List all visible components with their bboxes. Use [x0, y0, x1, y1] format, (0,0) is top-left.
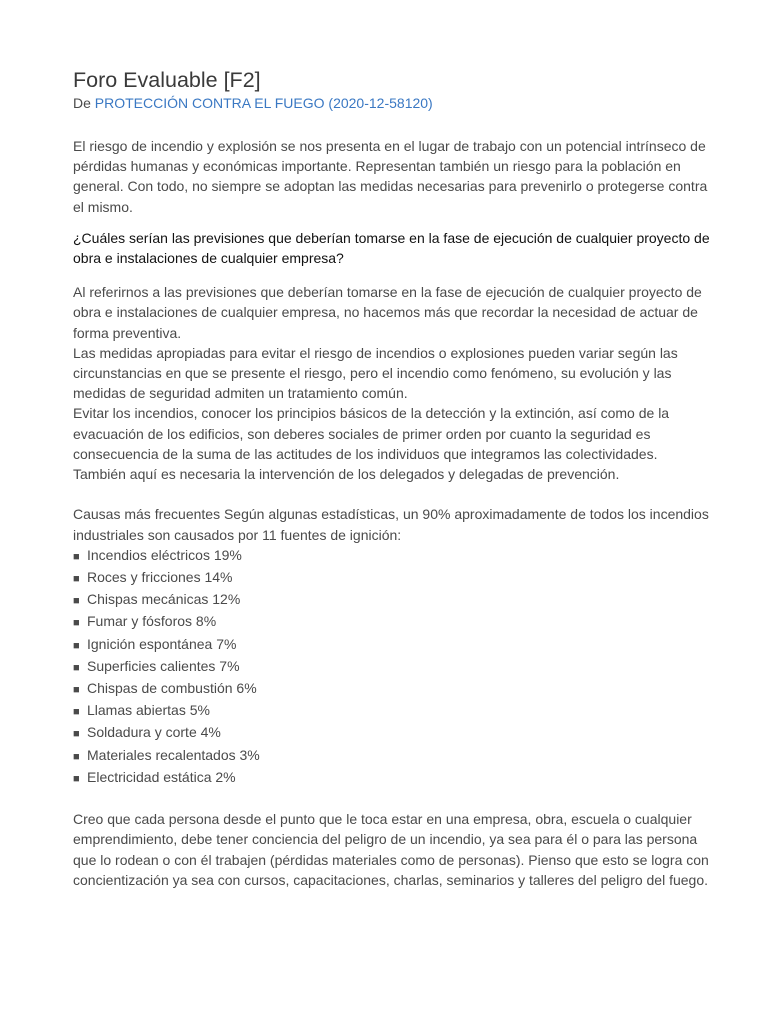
bullet-square-icon: ■: [73, 661, 80, 674]
bullet-square-icon: ■: [73, 706, 80, 719]
list-item: [73, 611, 713, 633]
list-item: [73, 656, 713, 678]
intro-paragraph: El riesgo de incendio y explosión se nos presenta en el lugar de trabajo con un potencial intrínseco de pérdidas humanas y económicas importante. Representan también un riesgo para la población en general. Con todo, no siempre se adoptan las medidas necesarias para prevenirlo o protegerse contra el mismo.: [73, 138, 708, 215]
answer-paragraph-3: Evitar los incendios, conocer los principios básicos de la detección y la extinción, así como de la evacuación de los edificios, son deberes sociales de primer orden por cuanto la seguridad es consecuencia de la suma de las actitudes de los individuos que integramos las colectividades. También aquí es necesaria la intervención de los delegados y delegadas de prevención.: [73, 405, 670, 483]
bullet-square-icon: ■: [73, 684, 80, 697]
question-paragraph: ¿Cuáles serían las previsiones que deberían tomarse en la fase de ejecución de cualquier proyecto de obra e instalaciones de cualquier empresa?: [73, 229, 710, 267]
post-byline: [73, 94, 713, 112]
list-item: [73, 700, 713, 722]
author-link[interactable]: PROTECCIÓN CONTRA EL FUEGO (2020-12-58120): [94, 95, 433, 111]
list-item-text: Electricidad estática 2%: [87, 768, 236, 785]
answer-paragraph-2: Las medidas apropiadas para evitar el riesgo de incendios o explosiones pueden variar según las circunstancias en que se presente el riesgo, pero el incendio como fenómeno, su evolución y las medidas de seguridad admiten un tratamiento común.: [73, 344, 678, 402]
list-item-text: Chispas mecánicas 12%: [87, 591, 241, 608]
list-item: [73, 567, 713, 589]
bullet-square-icon: ■: [73, 550, 80, 563]
list-item: [73, 678, 713, 700]
list-item: [73, 589, 713, 611]
list-item-text: Roces y fricciones 14%: [87, 569, 233, 586]
list-item: [73, 545, 713, 567]
list-item: [73, 745, 713, 767]
bullet-square-icon: ■: [73, 573, 80, 586]
forum-post: [73, 66, 713, 890]
list-item-text: Incendios eléctricos 19%: [87, 546, 242, 563]
list-item: [73, 634, 713, 656]
list-item-text: Llamas abiertas 5%: [87, 702, 210, 719]
closing-paragraph: Creo que cada persona desde el punto que le toca estar en una empresa, obra, escuela o cualquier emprendimiento, debe tener conciencia del peligro de un incendio, ya sea para él o para las persona que lo rodean o con él trabajen (pérdidas materiales como de personas). Pienso que esto se logra con concientización ya sea con cursos, capacitaciones, charlas, seminarios y talleres del peligro del fuego.: [73, 811, 709, 888]
byline-prefix: De: [73, 95, 91, 111]
bullet-square-icon: ■: [73, 617, 80, 630]
list-item: [73, 767, 713, 789]
list-item-text: Chispas de combustión 6%: [87, 680, 257, 697]
list-item: [73, 722, 713, 744]
list-item-text: Fumar y fósforos 8%: [87, 613, 217, 630]
list-item-text: Ignición espontánea 7%: [87, 635, 237, 652]
spacer: [73, 789, 713, 809]
bullet-square-icon: ■: [73, 728, 80, 741]
causes-intro: Causas más frecuentes Según algunas estadísticas, un 90% aproximadamente de todos los incendios industriales son causados por 11 fuentes de ignición:: [73, 506, 709, 543]
bullet-square-icon: ■: [73, 595, 80, 608]
bullet-square-icon: ■: [73, 750, 80, 763]
answer-block: [73, 282, 713, 484]
causes-list: [73, 545, 713, 789]
bullet-square-icon: ■: [73, 639, 80, 652]
spacer: [73, 484, 713, 504]
list-item-text: Materiales recalentados 3%: [87, 746, 260, 763]
post-title: Foro Evaluable [F2]: [73, 68, 261, 92]
list-item-text: Superficies calientes 7%: [87, 657, 240, 674]
bullet-square-icon: ■: [73, 772, 80, 785]
answer-paragraph-1: Al referirnos a las previsiones que deberían tomarse en la fase de ejecución de cualquier proyecto de obra e instalaciones de cualquier empresa, no hacemos más que recordar la necesidad de actuar de forma preventiva.: [73, 284, 702, 341]
list-item-text: Soldadura y corte 4%: [87, 724, 221, 741]
